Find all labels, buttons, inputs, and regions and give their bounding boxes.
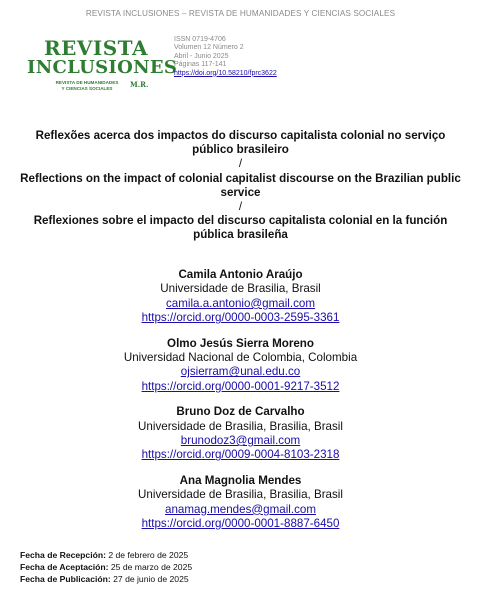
author-name: Bruno Doz de Carvalho bbox=[176, 405, 305, 419]
author-name: Olmo Jesús Sierra Moreno bbox=[167, 336, 314, 350]
running-header: REVISTA INCLUSIONES – REVISTA DE HUMANIDADES Y CIENCIAS SOCIALES bbox=[85, 9, 396, 18]
issn: ISSN 0719-4706 bbox=[174, 36, 226, 43]
article-dates bbox=[20, 549, 192, 585]
page-range: Páginas 117-141 bbox=[174, 61, 227, 69]
published-date-row bbox=[20, 573, 192, 585]
logo-text-revista: REVISTA bbox=[44, 36, 148, 60]
author-affiliation: Universidade de Brasilia, Brasilia, Brasil bbox=[138, 419, 343, 433]
author-list bbox=[0, 268, 481, 543]
author-affiliation: Universidade de Brasilia, Brasil bbox=[160, 282, 321, 296]
author-block bbox=[0, 268, 481, 326]
title-portuguese: Reflexões acerca dos impactos do discurso capitalista colonial no serviço público brasileiro bbox=[35, 129, 446, 157]
author-orcid-link[interactable]: https://orcid.org/0000-0001-8887-6450 bbox=[141, 517, 340, 531]
author-name: Ana Magnolia Mendes bbox=[179, 473, 302, 487]
author-orcid-link[interactable]: https://orcid.org/0009-0004-8103-2318 bbox=[141, 448, 340, 462]
author-orcid-link[interactable]: https://orcid.org/0000-0003-2595-3361 bbox=[141, 311, 340, 325]
logo-text-inclusiones: INCLUSIONES bbox=[27, 57, 178, 78]
author-orcid-link[interactable]: https://orcid.org/0000-0001-9217-3512 bbox=[141, 379, 340, 393]
author-email-link[interactable]: ojsierram@unal.edu.co bbox=[180, 365, 301, 379]
logo-registered-mark: M.R. bbox=[130, 80, 149, 89]
title-separator: / bbox=[238, 200, 243, 214]
title-english: Reflections on the impact of colonial capitalist discourse on the Brazilian public service bbox=[20, 171, 461, 199]
volume-number: Volumen 12 Número 2 bbox=[174, 44, 244, 52]
publication-period: Abril - Junio 2025 bbox=[174, 52, 229, 60]
author-block bbox=[0, 337, 481, 395]
received-label: Fecha de Recepción: bbox=[20, 550, 106, 560]
received-date: 2 de febrero de 2025 bbox=[108, 550, 189, 560]
published-label: Fecha de Publicación: bbox=[20, 574, 111, 584]
author-block bbox=[0, 405, 481, 463]
logo-subtitle-line1: REVISTA DE HUMANIDADES bbox=[55, 80, 119, 85]
accepted-date: 25 de marzo de 2025 bbox=[110, 562, 193, 572]
logo-subtitle-line2: Y CIENCIAS SOCIALES bbox=[61, 85, 113, 91]
journal-logo bbox=[24, 36, 178, 98]
publication-info bbox=[174, 36, 277, 78]
author-affiliation: Universidade de Brasilia, Brasilia, Brasil bbox=[138, 488, 343, 502]
title-separator: / bbox=[238, 157, 243, 171]
author-email-link[interactable]: anamag.mendes@gmail.com bbox=[165, 502, 316, 516]
title-spanish: Reflexiones sobre el impacto del discurso capitalista colonial en la función pública brasileña bbox=[33, 214, 448, 242]
logo-subtitle bbox=[52, 80, 122, 91]
article-titles bbox=[20, 129, 461, 243]
accepted-date-row bbox=[20, 561, 192, 573]
author-name: Camila Antonio Araújo bbox=[178, 268, 303, 281]
author-affiliation: Universidad Nacional de Colombia, Colombia bbox=[123, 351, 358, 365]
published-date: 27 de junio de 2025 bbox=[113, 574, 189, 584]
doi-link[interactable]: https://doi.org/10.58210/fprc3622 bbox=[174, 69, 277, 77]
author-block bbox=[0, 474, 481, 532]
accepted-label: Fecha de Aceptación: bbox=[20, 562, 109, 572]
author-email-link[interactable]: brunodoz3@gmail.com bbox=[180, 434, 301, 448]
received-date-row bbox=[20, 549, 192, 561]
author-email-link[interactable]: camila.a.antonio@gmail.com bbox=[165, 296, 316, 310]
